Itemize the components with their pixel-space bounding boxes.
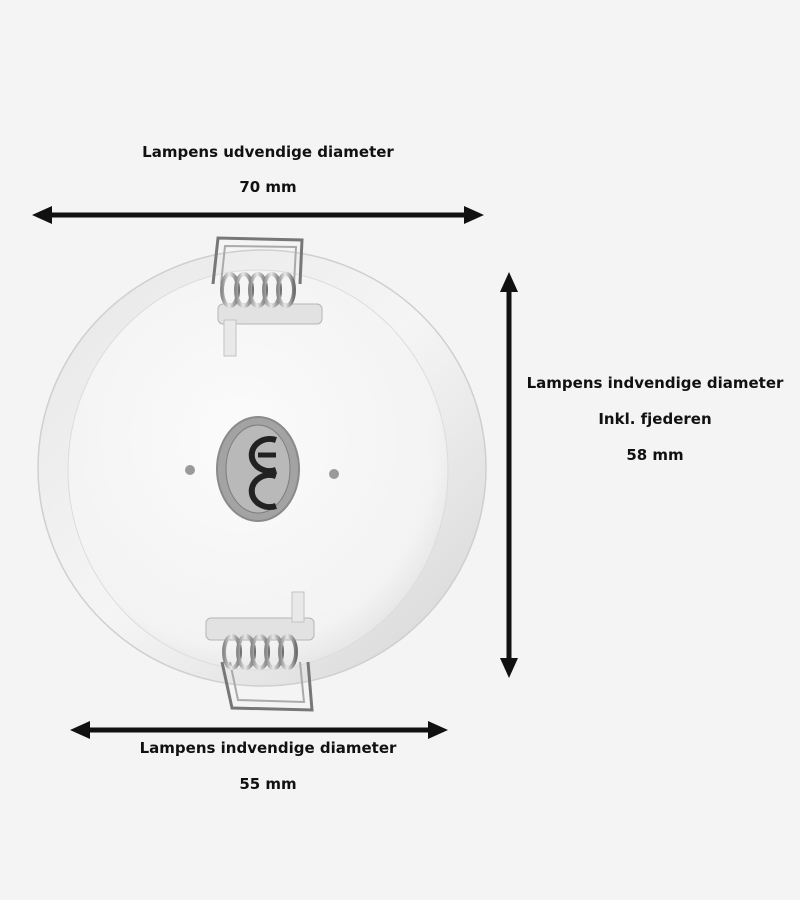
inner-diameter-title: Lampens indvendige diameter — [139, 739, 397, 757]
mount-hole-right — [329, 469, 339, 479]
inner-diameter-springs-value: 58 mm — [626, 446, 684, 464]
inner-diameter-springs-title: Lampens indvendige diameter — [526, 374, 784, 392]
inner-diameter-arrow — [70, 721, 448, 739]
inner-diameter-springs-subtitle: Inkl. fjederen — [598, 410, 712, 428]
inner-diameter-springs-arrow — [500, 272, 518, 678]
ce-mark-icon — [217, 417, 299, 521]
outer-diameter-value: 70 mm — [239, 178, 297, 196]
mount-hole-left — [185, 465, 195, 475]
outer-diameter-arrow — [32, 206, 484, 224]
outer-diameter-title: Lampens udvendige diameter — [142, 143, 394, 161]
inner-diameter-value: 55 mm — [239, 775, 297, 793]
